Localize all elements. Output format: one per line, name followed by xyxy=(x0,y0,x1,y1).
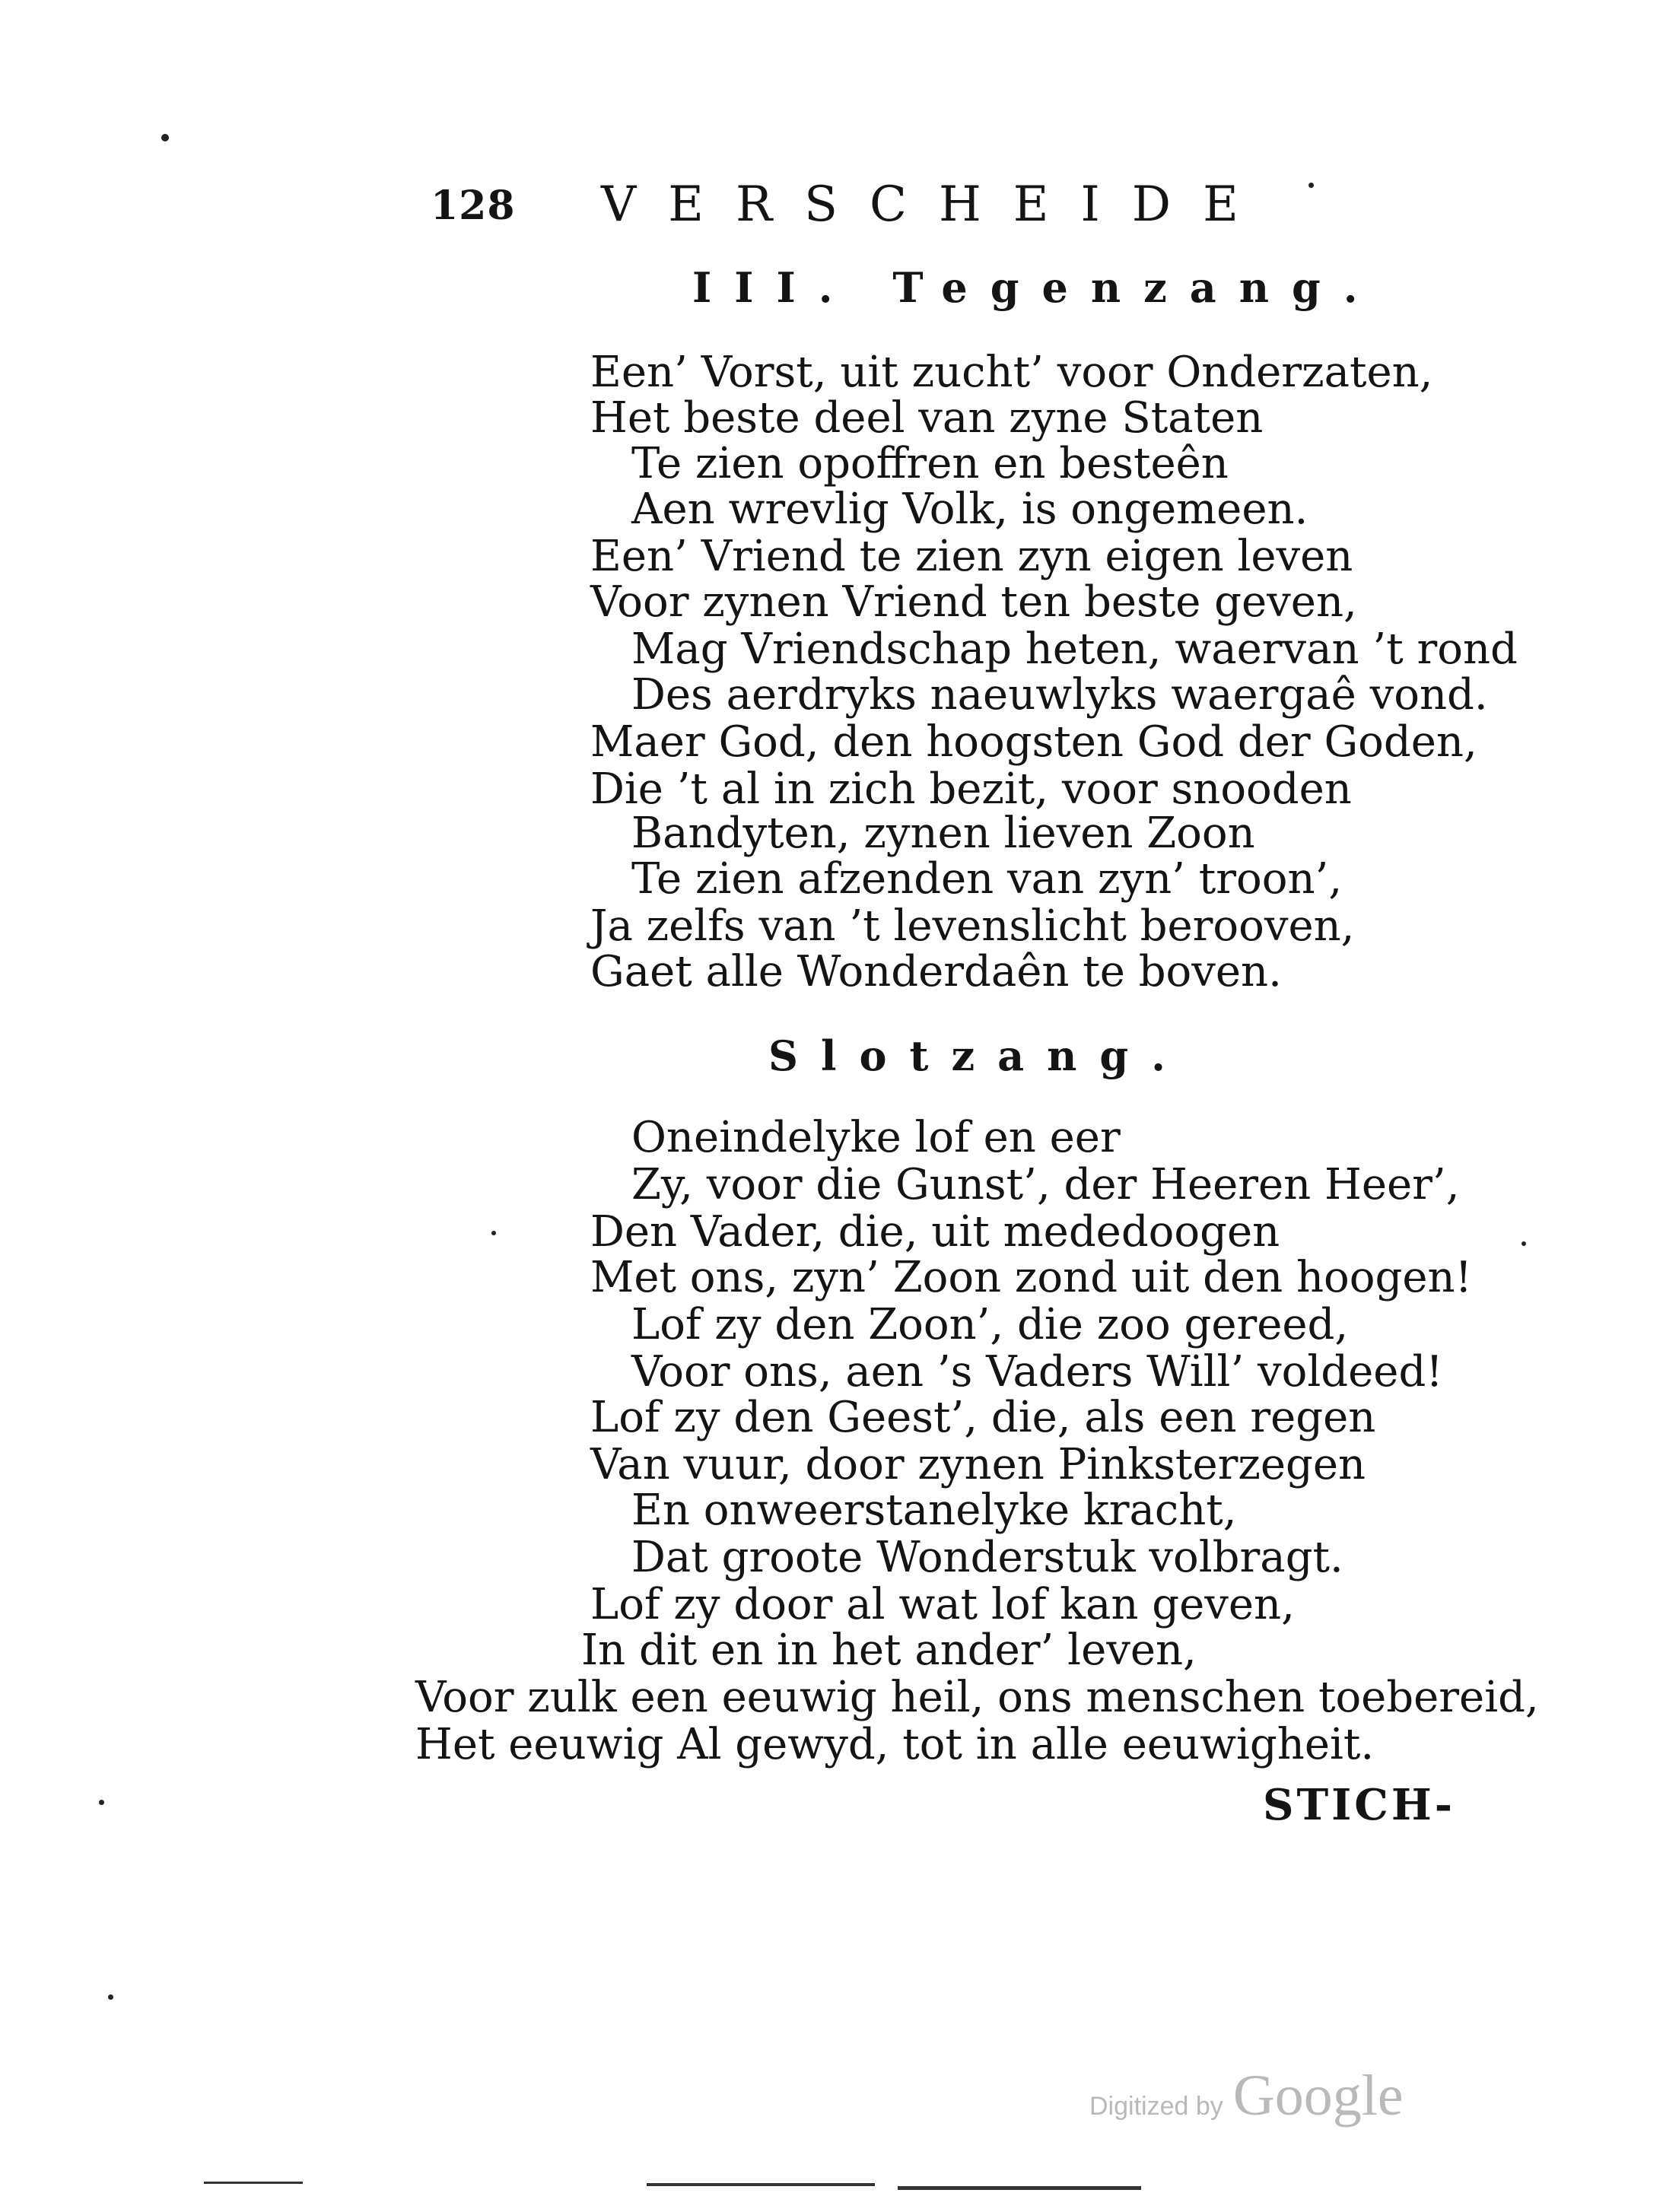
verse-line: Van vuur, door zynen Pinksterzegen xyxy=(590,1440,1366,1489)
verse-line: Voor ons, aen ’s Vaders Will’ voldeed! xyxy=(631,1347,1443,1397)
page-number: 128 xyxy=(431,183,516,229)
digitized-by-watermark xyxy=(1089,2063,1404,2129)
verse-line: Het beste deel van zyne Staten xyxy=(590,393,1264,443)
verse-line: Die ’t al in zich bezit, voor snooden xyxy=(590,764,1352,814)
running-head: VERSCHEIDE xyxy=(601,176,1270,233)
scan-speck xyxy=(161,134,169,141)
verse-line: Aen wrevlig Volk, is ongemeen. xyxy=(631,485,1308,534)
verse-line: Te zien opoffren en besteên xyxy=(631,439,1229,488)
verse-line: Lof zy den Geest’, die, als een regen xyxy=(590,1393,1376,1442)
scan-smudge xyxy=(204,2182,303,2184)
verse-line: Den Vader, die, uit mededoogen xyxy=(590,1207,1280,1257)
scan-speck xyxy=(99,1800,104,1805)
verse-line: Mag Vriendschap heten, waervan ’t rond xyxy=(631,625,1518,674)
tegenzang-heading: III. Tegenzang. xyxy=(692,263,1381,312)
verse-line: Met ons, zyn’ Zoon zond uit den hoogen! xyxy=(590,1253,1473,1302)
verse-line: Gaet alle Wonderdaên te boven. xyxy=(590,947,1282,996)
scan-speck xyxy=(1522,1241,1526,1246)
scan-speck xyxy=(108,1994,113,2000)
verse-line: Maer God, den hoogsten God der Goden, xyxy=(590,717,1477,767)
verse-line: Oneindelyke lof en eer xyxy=(631,1113,1121,1162)
scan-speck xyxy=(1308,183,1314,188)
verse-line: Dat groote Wonderstuk volbragt. xyxy=(631,1533,1343,1582)
verse-line: Ja zelfs van ’t levenslicht berooven, xyxy=(590,901,1355,951)
verse-line: En onweerstanelyke kracht, xyxy=(631,1486,1237,1535)
watermark-prefix: Digitized by xyxy=(1089,2092,1223,2121)
verse-line: Lof zy den Zoon’, die zoo gereed, xyxy=(631,1300,1349,1349)
verse-line: Lof zy door al wat lof kan geven, xyxy=(590,1580,1295,1629)
verse-line: Voor zynen Vriend ten beste geven, xyxy=(590,577,1357,627)
slotzang-heading: Slotzang. xyxy=(768,1031,1188,1080)
verse-line: Des aerdryks naeuwlyks waergaê vond. xyxy=(631,670,1488,720)
verse-line: Bandyten, zynen lieven Zoon xyxy=(631,809,1255,858)
verse-line: Voor zulk een eeuwig heil, ons menschen toebereid, xyxy=(415,1673,1539,1722)
catchword: STICH- xyxy=(1263,1780,1456,1830)
verse-line: Te zien afzenden van zyn’ troon’, xyxy=(631,854,1343,904)
verse-line: Een’ Vriend te zien zyn eigen leven xyxy=(590,532,1353,581)
verse-line: Een’ Vorst, uit zucht’ voor Onderzaten, xyxy=(590,348,1433,397)
verse-line: In dit en in het ander’ leven, xyxy=(581,1626,1197,1675)
scan-speck xyxy=(491,1231,496,1235)
verse-line: Het eeuwig Al gewyd, tot in alle eeuwigheit. xyxy=(415,1720,1375,1769)
scan-smudge xyxy=(898,2186,1141,2190)
google-logo-text: Google xyxy=(1232,2064,1404,2128)
verse-line: Zy, voor die Gunst’, der Heeren Heer’, xyxy=(631,1160,1460,1209)
scan-smudge xyxy=(647,2183,875,2186)
